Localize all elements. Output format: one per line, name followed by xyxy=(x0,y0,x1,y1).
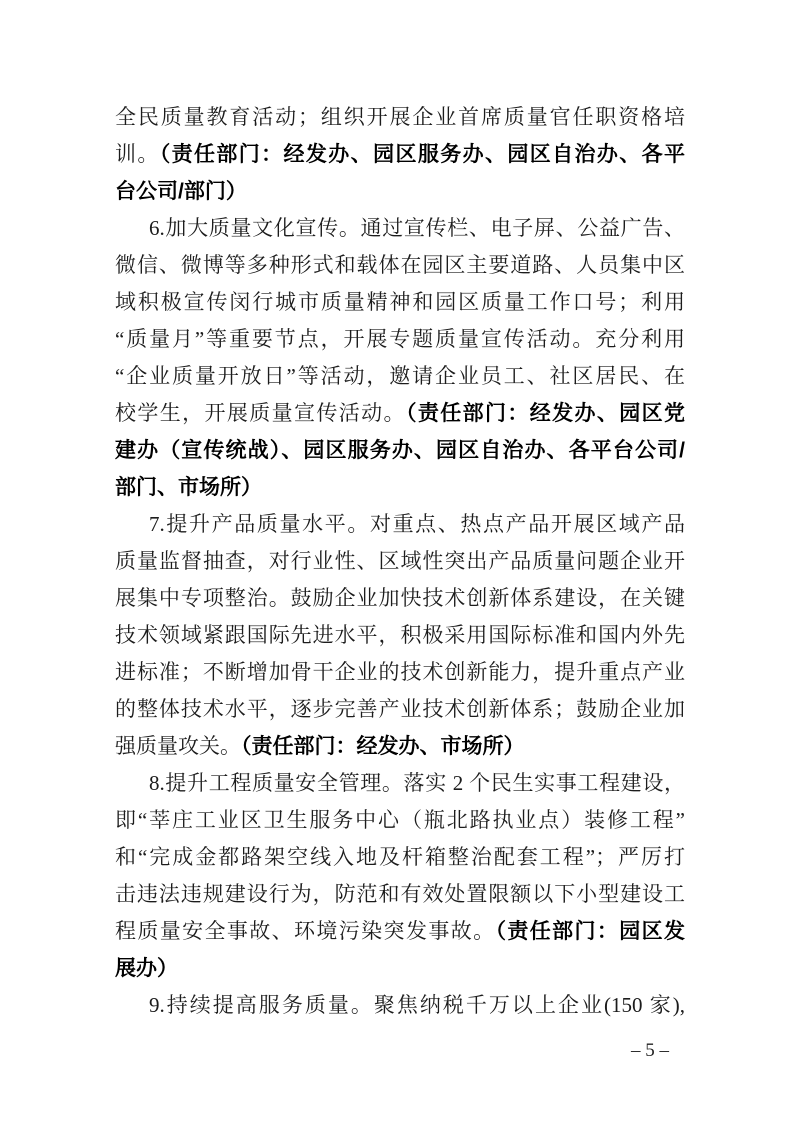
text-line xyxy=(115,210,685,247)
body-text: “质量月”等重要节点，开展专题质量宣传活动。充分利用 xyxy=(115,327,685,351)
body-text: 微信、微博等多种形式和载体在园区主要道路、人员集中区 xyxy=(115,253,685,277)
text-line xyxy=(115,876,685,913)
body-text: 程质量安全事故、环境污染突发事故。 xyxy=(115,919,496,943)
body-text: 技术领域紧跟国际先进水平，积极采用国际标准和国内外先 xyxy=(115,623,685,647)
responsibility-dept-text: 部门、市场所） xyxy=(115,476,262,499)
text-line xyxy=(115,432,685,469)
text-line xyxy=(115,173,685,210)
responsibility-dept-text: 建办（宣传统战）、园区服务办、园区自治办、各平台公司/ xyxy=(115,439,685,462)
body-text: 9.持续提高服务质量。聚焦纳税千万以上企业(150 家), xyxy=(149,993,685,1017)
text-line xyxy=(115,580,685,617)
body-text: 击违法违规建设行为，防范和有效处置限额以下小型建设工 xyxy=(115,882,685,906)
text-line xyxy=(115,839,685,876)
text-line xyxy=(115,913,685,950)
body-text: 训。 xyxy=(115,142,160,166)
responsibility-dept-text: 展办） xyxy=(115,957,178,980)
text-line xyxy=(115,654,685,691)
page-number: – 5 – xyxy=(631,1040,669,1061)
body-text: 进标准；不断增加骨干企业的技术创新能力，提升重点产业 xyxy=(115,660,685,684)
document-body xyxy=(115,99,685,1024)
body-text: 和“完成金都路架空线入地及杆箱整治配套工程”；严厉打 xyxy=(115,845,685,869)
text-line xyxy=(115,617,685,654)
body-text: 全民质量教育活动；组织开展企业首席质量官任职资格培 xyxy=(115,105,685,129)
text-line xyxy=(115,358,685,395)
body-text: 强质量攻关。 xyxy=(115,734,241,758)
body-text: “企业质量开放日”等活动，邀请企业员工、社区居民、在 xyxy=(115,364,685,388)
body-text: 校学生，开展质量宣传活动。 xyxy=(115,401,406,425)
body-text: 域积极宣传闵行城市质量精神和园区质量工作口号；利用 xyxy=(115,290,685,314)
text-line xyxy=(115,247,685,284)
responsibility-dept-text: 台公司/部门） xyxy=(115,180,247,203)
body-text: 的整体技术水平，逐步完善产业技术创新体系；鼓励企业加 xyxy=(115,697,685,721)
text-line xyxy=(115,691,685,728)
body-text: 6.加大质量文化宣传。通过宣传栏、电子屏、公益广告、 xyxy=(149,216,685,240)
body-text: 质量监督抽查，对行业性、区域性突出产品质量问题企业开 xyxy=(115,549,685,573)
text-line xyxy=(115,506,685,543)
responsibility-dept-text: （责任部门：经发办、园区服务办、园区自治办、各平 xyxy=(159,143,685,166)
text-line xyxy=(115,950,685,987)
text-line xyxy=(115,321,685,358)
text-line xyxy=(115,802,685,839)
text-line xyxy=(115,543,685,580)
body-text: 7.提升产品质量水平。对重点、热点产品开展区域产品 xyxy=(149,512,685,536)
responsibility-dept-text: （责任部门：经发办、市场所） xyxy=(241,735,525,758)
text-line xyxy=(115,765,685,802)
text-line xyxy=(115,99,685,136)
responsibility-dept-text: （责任部门：经发办、园区党 xyxy=(405,402,685,425)
body-text: 8.提升工程质量安全管理。落实 2 个民生实事工程建设， xyxy=(149,771,685,795)
body-text: 即“莘庄工业区卫生服务中心（瓶北路执业点）装修工程” xyxy=(115,808,685,832)
text-line xyxy=(115,136,685,173)
body-text: 展集中专项整治。鼓励企业加快技术创新体系建设，在关键 xyxy=(115,586,685,610)
text-line xyxy=(115,987,685,1024)
text-line xyxy=(115,469,685,506)
text-line xyxy=(115,728,685,765)
text-line xyxy=(115,395,685,432)
responsibility-dept-text: （责任部门：园区发 xyxy=(495,920,685,943)
text-line xyxy=(115,284,685,321)
